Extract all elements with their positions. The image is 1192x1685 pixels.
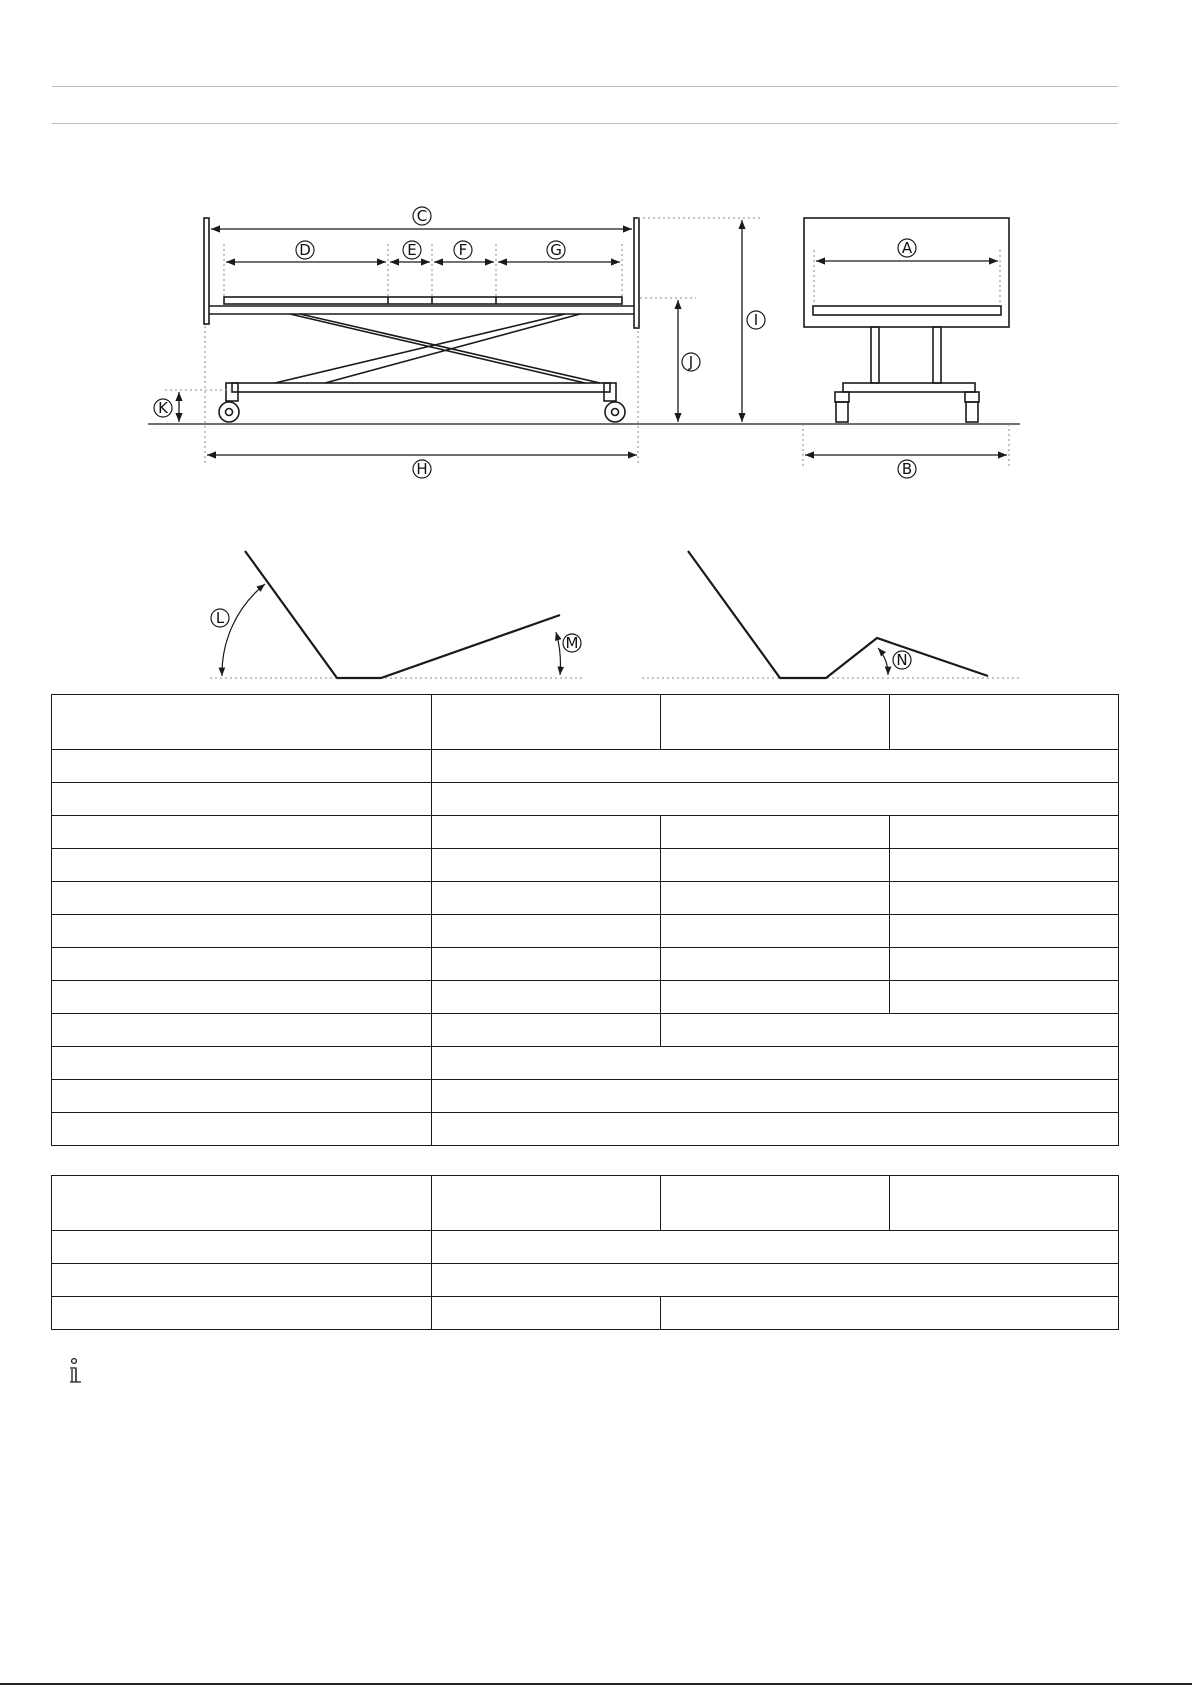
table-row bbox=[52, 1113, 1119, 1146]
label-L: L bbox=[215, 609, 225, 627]
label-N: N bbox=[896, 651, 908, 669]
table-header-row bbox=[52, 695, 1119, 750]
table-row bbox=[52, 1080, 1119, 1113]
label-F: F bbox=[458, 241, 468, 259]
table-row bbox=[52, 981, 1119, 1014]
table-row bbox=[52, 1264, 1119, 1297]
specification-table-2 bbox=[51, 1175, 1119, 1330]
table-row bbox=[52, 882, 1119, 915]
table-row bbox=[52, 750, 1119, 783]
label-I: I bbox=[753, 311, 759, 329]
bed-dimension-drawing bbox=[0, 190, 1192, 685]
label-G: G bbox=[550, 241, 562, 259]
specification-table-1 bbox=[51, 694, 1119, 1146]
table-row bbox=[52, 1014, 1119, 1047]
table-row bbox=[52, 948, 1119, 981]
table-row bbox=[52, 915, 1119, 948]
angle-diagram-right bbox=[642, 551, 1020, 678]
header-rule-top bbox=[52, 86, 1118, 87]
table-row bbox=[52, 783, 1119, 816]
table-row bbox=[52, 816, 1119, 849]
dimension-labels bbox=[154, 207, 916, 478]
label-K: K bbox=[158, 399, 168, 417]
label-E: E bbox=[407, 241, 417, 259]
label-C: C bbox=[416, 207, 428, 225]
table-header-row bbox=[52, 1176, 1119, 1231]
table-row bbox=[52, 849, 1119, 882]
angle-diagram-left bbox=[210, 551, 585, 678]
label-H: H bbox=[416, 460, 428, 478]
label-J: J bbox=[688, 353, 694, 371]
label-B: B bbox=[901, 460, 913, 478]
table-row bbox=[52, 1297, 1119, 1330]
table-row bbox=[52, 1231, 1119, 1264]
label-D: D bbox=[299, 241, 311, 259]
info-icon bbox=[62, 1357, 88, 1387]
side-view bbox=[148, 218, 1020, 424]
label-M: M bbox=[565, 634, 579, 652]
table-row bbox=[52, 1047, 1119, 1080]
header-rule-bottom bbox=[52, 123, 1118, 124]
label-A: A bbox=[901, 239, 913, 257]
